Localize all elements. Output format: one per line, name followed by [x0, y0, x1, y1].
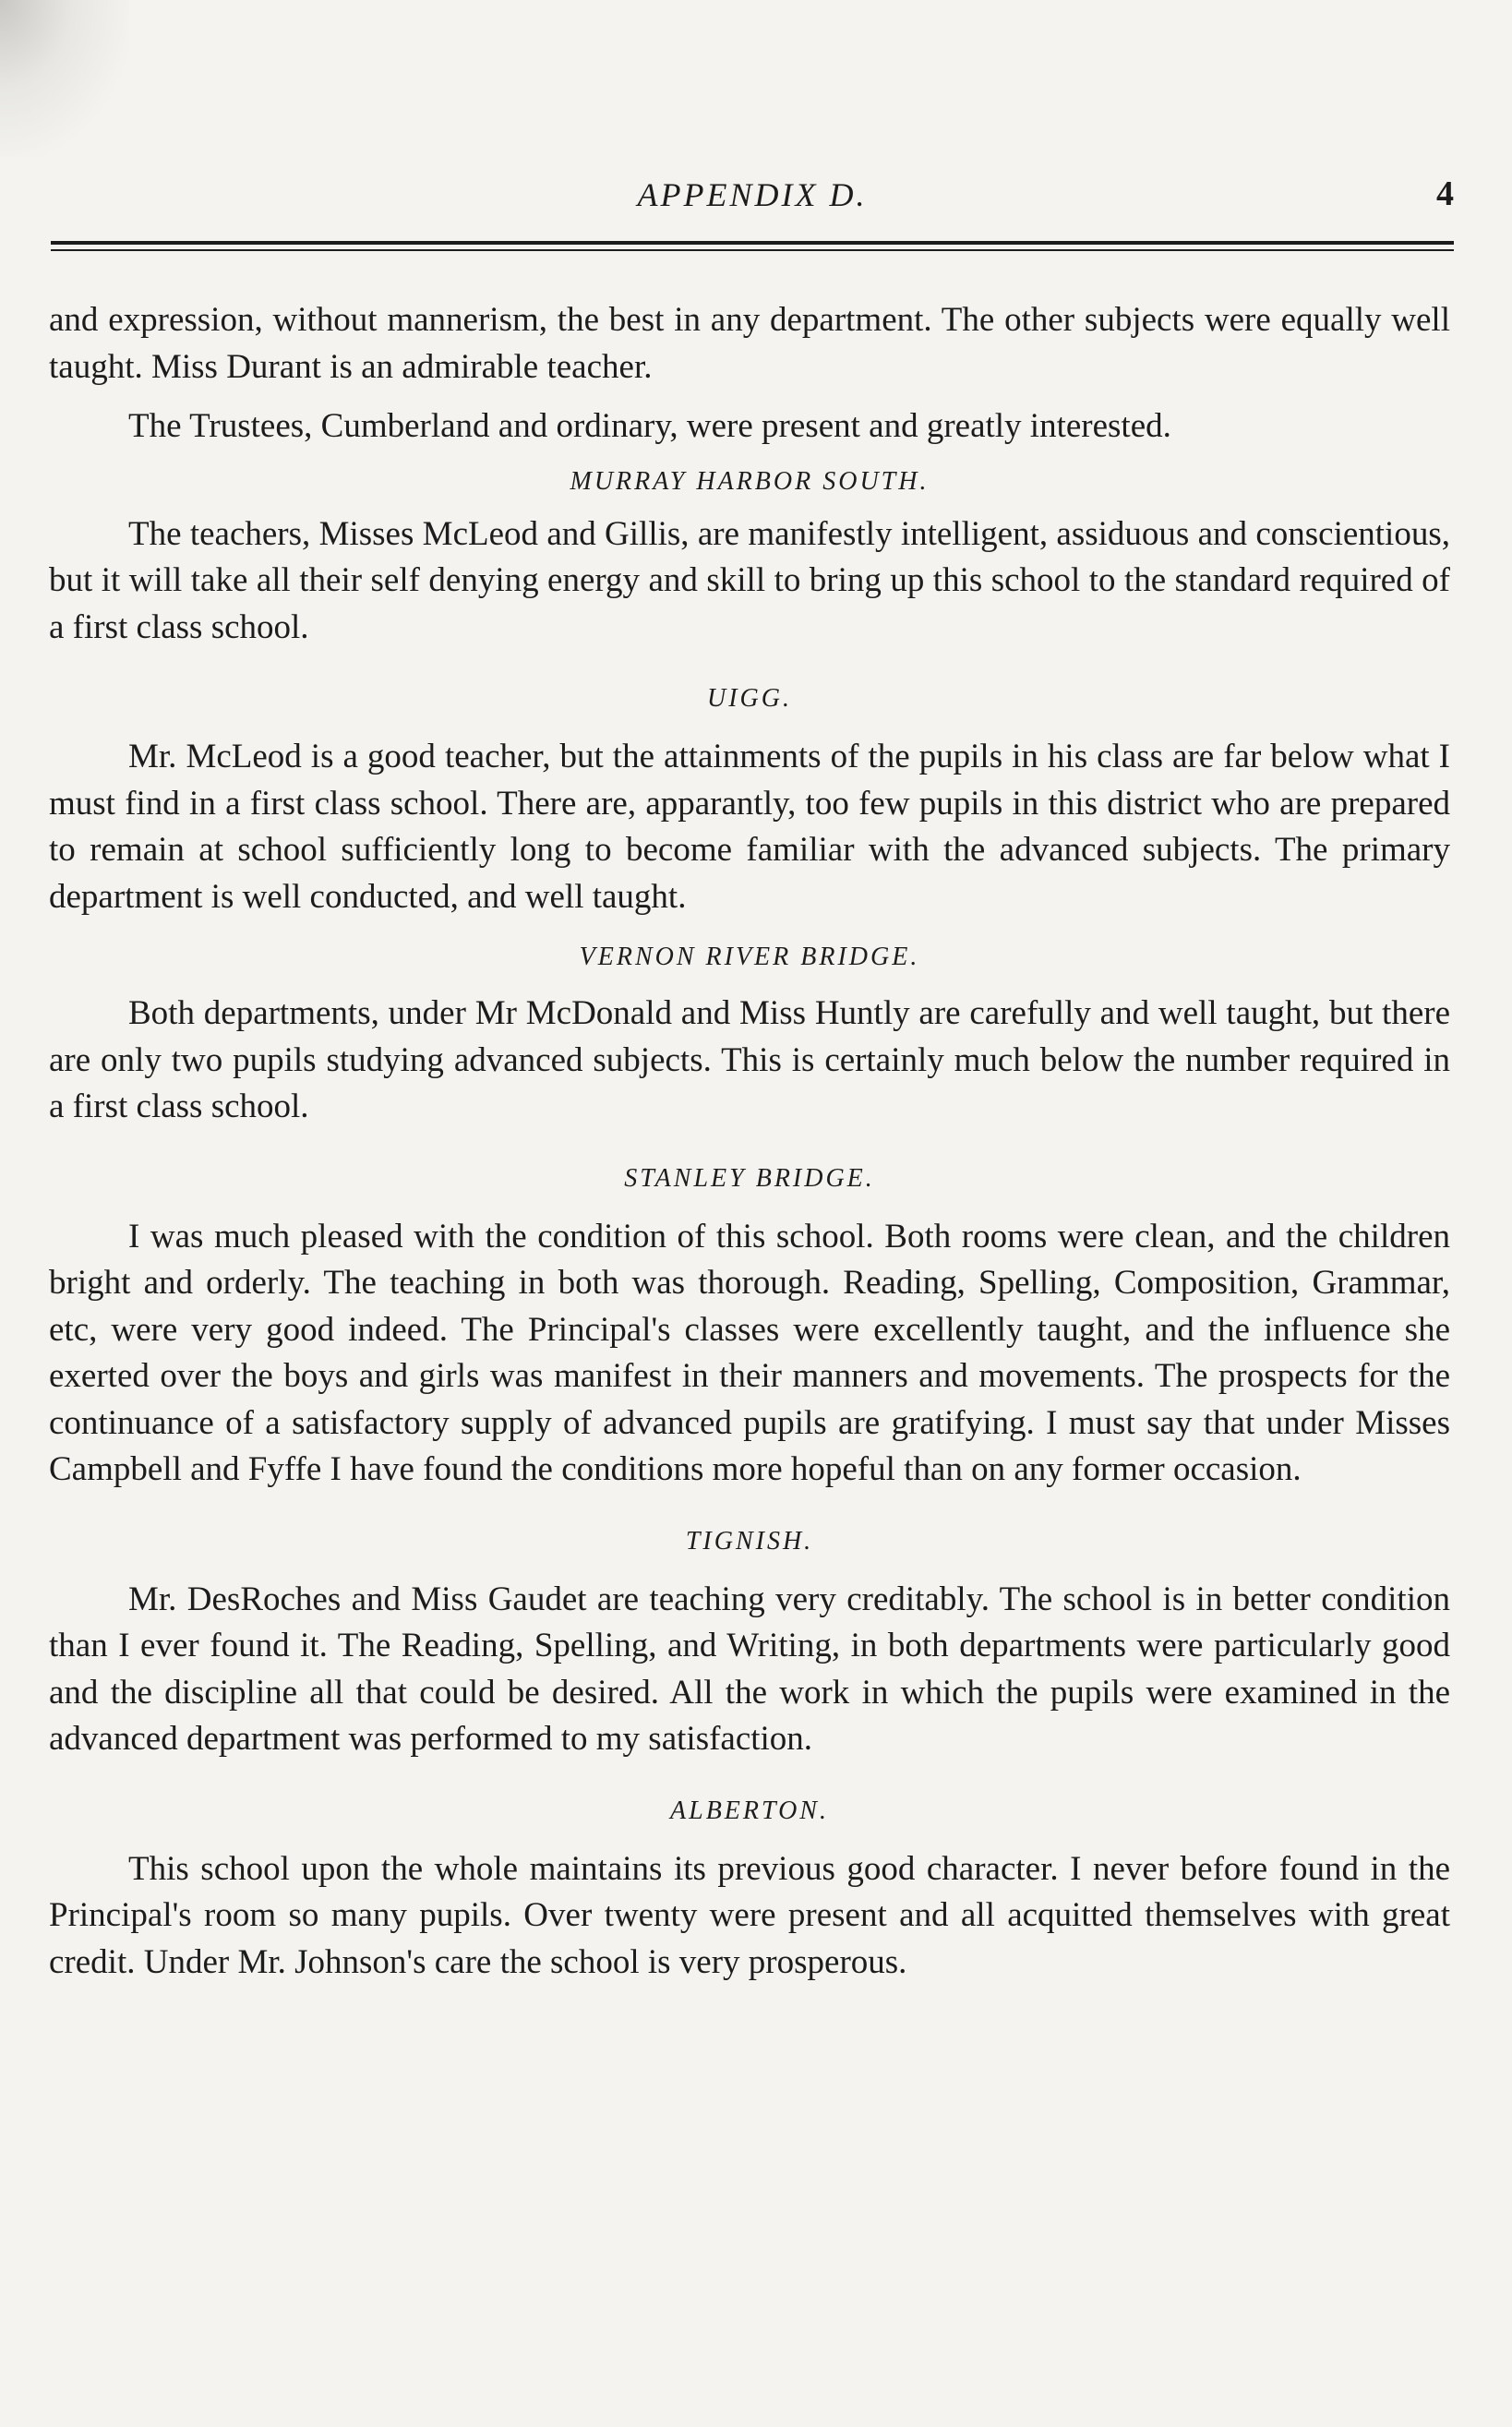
trustees-paragraph: The Trustees, Cumberland and ordinary, were present and greatly interested.	[128, 407, 1171, 445]
section-title-tignish: TIGNISH.	[685, 1526, 814, 1556]
body-text	[49, 297, 1450, 1986]
scan-corner-smudge	[0, 0, 129, 157]
continued-paragraph: and expression, without mannerism, the best in any department. The other subjects were equally well taught. Miss Durant is an admirable teacher.	[49, 301, 1450, 386]
section-title-alberton: ALBERTON.	[670, 1796, 829, 1825]
page-number: 4	[1436, 174, 1454, 213]
section-title-uigg: UIGG.	[707, 684, 792, 713]
section-text-alberton: This school upon the whole maintains its previous good character. I never before found in the Principal's room so many pupils. Over twenty were present and all acquitted themselves with great credit. Under Mr. Johnson's care the school is very prosperous.	[49, 1849, 1450, 1981]
running-title: APPENDIX D.	[637, 176, 868, 213]
section-text-tignish: Mr. DesRoches and Miss Gaudet are teaching very creditably. The school is in better condition than I ever found it. The Reading, Spelling, and Writing, in both departments were particularly good and the discipline all that could be desired. All the work in which the pupils were examined in the advanced department was performed to my satisfaction.	[49, 1580, 1450, 1758]
page-header	[51, 175, 1454, 222]
section-text-murray-harbor-south: The teachers, Misses McLeod and Gillis, are manifestly intelligent, assiduous and conscientious, but it will take all their self denying energy and skill to bring up this school to the standard required of a first class school.	[49, 514, 1450, 646]
header-rule-thick	[51, 241, 1454, 245]
section-text-stanley-bridge: I was much pleased with the condition of this school. Both rooms were clean, and the children bright and orderly. The teaching in both was thorough. Reading, Spelling, Composition, Grammar, etc, were very good indeed. The Principal's classes were excellently taught, and the influence she exerted over the boys and girls was manifest in their manners and movements. The prospects for the continuance of a satisfactory supply of advanced pupils are gratifying. I must say that under Misses Campbell and Fyffe I have found the conditions more hopeful than on any former occasion.	[49, 1217, 1450, 1488]
section-title-stanley-bridge: STANLEY BRIDGE.	[624, 1163, 875, 1193]
section-text-uigg: Mr. McLeod is a good teacher, but the attainments of the pupils in his class are far below what I must find in a first class school. There are, apparantly, too few pupils in this district who are prepared to remain at school sufficiently long to become familiar with the advanced subjects. The primary department is well conducted, and well taught.	[49, 738, 1450, 916]
header-rule-thin	[51, 249, 1454, 251]
section-title-murray-harbor-south: MURRAY HARBOR SOUTH.	[570, 466, 930, 496]
section-title-vernon-river-bridge: VERNON RIVER BRIDGE.	[579, 943, 920, 971]
section-text-vernon-river-bridge: Both departments, under Mr McDonald and Miss Huntly are carefully and well taught, but there are only two pupils studying advanced subjects. This is certainly much below the number required in a first class school.	[49, 994, 1450, 1125]
